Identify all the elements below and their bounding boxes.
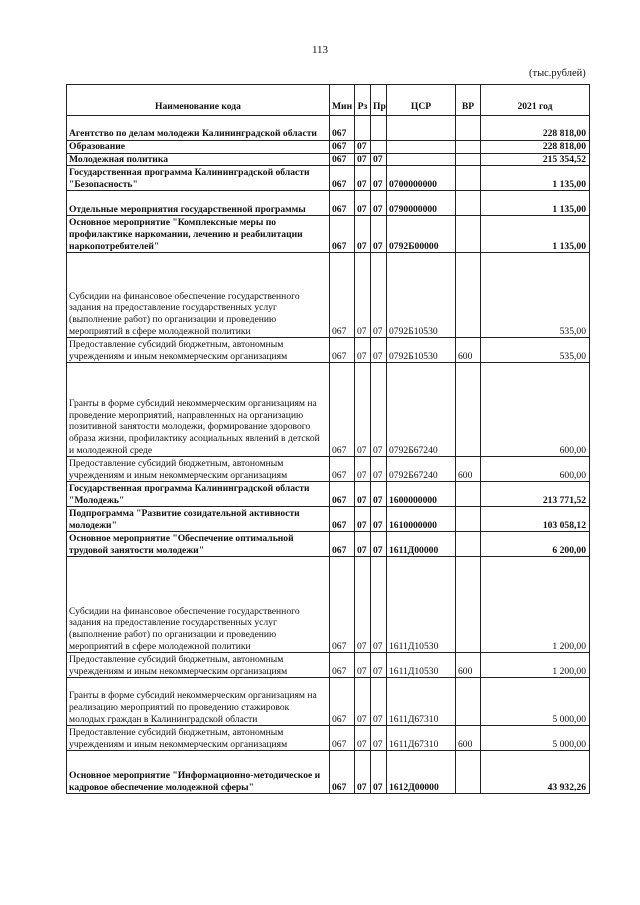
cell-vr [456,216,481,253]
cell-min: 067 [330,482,355,507]
cell-min: 067 [330,532,355,557]
cell-vr [456,507,481,532]
cell-sum: 103 058,12 [481,507,590,532]
cell-vr: 600 [456,457,481,482]
cell-pr: 07 [371,166,387,191]
cell-vr [456,751,481,794]
cell-vr [456,482,481,507]
cell-csr: 1611Д67310 [387,726,456,751]
cell-sum: 6 200,00 [481,532,590,557]
cell-vr: 600 [456,726,481,751]
cell-name: Предоставление субсидий бюджетным, автономным учреждениям и иным некоммерческим организациям [67,457,330,482]
header-vr: ВР [456,85,481,116]
table-row [67,482,590,507]
cell-sum: 228 818,00 [481,141,590,154]
budget-table [66,84,590,794]
table-row [67,216,590,253]
table-row [67,191,590,216]
cell-min: 067 [330,141,355,154]
cell-vr [456,153,481,166]
cell-rz: 07 [355,751,371,794]
cell-name: Предоставление субсидий бюджетным, автономным учреждениям и иным некоммерческим организациям [67,653,330,678]
cell-sum: 1 135,00 [481,166,590,191]
cell-vr [456,678,481,726]
cell-min: 067 [330,457,355,482]
table-header-row [67,85,590,116]
cell-pr [371,116,387,141]
cell-rz: 07 [355,141,371,154]
cell-csr: 1611Д00000 [387,532,456,557]
cell-rz: 07 [355,338,371,363]
cell-name: Основное мероприятие "Информационно-методическое и кадровое обеспечение молодежной сферы" [67,751,330,794]
cell-csr: 1611Д10530 [387,653,456,678]
cell-csr [387,116,456,141]
cell-name: Предоставление субсидий бюджетным, автономным учреждениям и иным некоммерческим организациям [67,338,330,363]
cell-vr [456,141,481,154]
cell-name: Субсидии на финансовое обеспечение государственного задания на предоставление государственных услуг (выполнение работ) по организации и проведению мероприятий в сфере молодежной политики [67,557,330,653]
cell-rz: 07 [355,726,371,751]
cell-csr: 1612Д00000 [387,751,456,794]
cell-rz: 07 [355,166,371,191]
cell-min: 067 [330,751,355,794]
header-min: Мин [330,85,355,116]
cell-rz: 07 [355,253,371,338]
cell-min: 067 [330,216,355,253]
cell-csr [387,141,456,154]
cell-vr [456,166,481,191]
cell-sum: 215 354,52 [481,153,590,166]
cell-sum: 213 771,52 [481,482,590,507]
cell-pr: 07 [371,457,387,482]
cell-pr: 07 [371,338,387,363]
cell-min: 067 [330,678,355,726]
cell-pr: 07 [371,191,387,216]
cell-sum: 1 135,00 [481,191,590,216]
cell-sum: 1 200,00 [481,653,590,678]
table-row [67,253,590,338]
cell-vr: 600 [456,338,481,363]
header-name: Наименование кода [67,85,330,116]
cell-name: Гранты в форме субсидий некоммерческим организациям на проведение мероприятий, направленных на организацию позитивной занятости молодежи, формирование здорового образа жизни, профилактику асоциальных явлений в детской и молодежной среде [67,363,330,457]
cell-sum: 535,00 [481,253,590,338]
cell-name: Основное мероприятие "Комплексные меры по профилактике наркомании, лечению и реабилитации наркопотребителей" [67,216,330,253]
cell-sum: 5 000,00 [481,726,590,751]
table-row [67,532,590,557]
cell-csr: 1600000000 [387,482,456,507]
cell-rz: 07 [355,457,371,482]
cell-sum: 1 135,00 [481,216,590,253]
table-body [67,116,590,794]
cell-name: Государственная программа Калининградской области "Безопасность" [67,166,330,191]
cell-csr: 0792Б10530 [387,253,456,338]
cell-name: Государственная программа Калининградской области "Молодежь" [67,482,330,507]
table-row [67,678,590,726]
table-row [67,507,590,532]
cell-name: Подпрограмма "Развитие созидательной активности молодежи" [67,507,330,532]
cell-sum: 5 000,00 [481,678,590,726]
header-year: 2021 год [481,85,590,116]
cell-csr: 0792Б10530 [387,338,456,363]
page-number: 113 [311,44,329,56]
cell-csr: 1611Д67310 [387,678,456,726]
cell-rz: 07 [355,532,371,557]
table-row [67,153,590,166]
cell-pr: 07 [371,153,387,166]
cell-rz: 07 [355,507,371,532]
cell-pr: 07 [371,482,387,507]
cell-name: Субсидии на финансовое обеспечение государственного задания на предоставление государственных услуг (выполнение работ) по организации и проведению мероприятий в сфере молодежной политики [67,253,330,338]
table-row [67,116,590,141]
table-row [67,141,590,154]
cell-vr [456,191,481,216]
table-row [67,363,590,457]
cell-pr: 07 [371,726,387,751]
cell-sum: 43 932,26 [481,751,590,794]
header-rz: Рз [355,85,371,116]
cell-vr [456,557,481,653]
cell-vr [456,363,481,457]
cell-name: Гранты в форме субсидий некоммерческим организациям на реализацию мероприятий по проведению стажировок молодых граждан в Калининградской области [67,678,330,726]
header-csr: ЦСР [387,85,456,116]
cell-rz [355,116,371,141]
cell-sum: 228 818,00 [481,116,590,141]
cell-rz: 07 [355,653,371,678]
table-row [67,338,590,363]
cell-min: 067 [330,363,355,457]
cell-rz: 07 [355,678,371,726]
cell-min: 067 [330,153,355,166]
table-row [67,751,590,794]
table-row [67,166,590,191]
cell-name: Предоставление субсидий бюджетным, автономным учреждениям и иным некоммерческим организациям [67,726,330,751]
cell-name: Основное мероприятие "Обеспечение оптимальной трудовой занятости молодежи" [67,532,330,557]
cell-vr [456,532,481,557]
cell-sum: 600,00 [481,457,590,482]
cell-min: 067 [330,726,355,751]
header-pr: Пр [371,85,387,116]
cell-csr: 0700000000 [387,166,456,191]
cell-min: 067 [330,653,355,678]
cell-csr: 0792Б67240 [387,457,456,482]
cell-rz: 07 [355,153,371,166]
cell-pr: 07 [371,216,387,253]
units-label: (тыс.рублей) [529,68,586,79]
cell-min: 067 [330,507,355,532]
cell-pr: 07 [371,557,387,653]
cell-vr: 600 [456,653,481,678]
cell-pr: 07 [371,532,387,557]
cell-csr: 0790000000 [387,191,456,216]
cell-rz: 07 [355,482,371,507]
cell-min: 067 [330,338,355,363]
cell-name: Агентство по делам молодежи Калининградской области [67,116,330,141]
cell-rz: 07 [355,557,371,653]
cell-min: 067 [330,557,355,653]
cell-min: 067 [330,191,355,216]
cell-pr [371,141,387,154]
cell-pr: 07 [371,253,387,338]
cell-sum: 535,00 [481,338,590,363]
cell-name: Отдельные мероприятия государственной программы [67,191,330,216]
cell-pr: 07 [371,653,387,678]
cell-csr: 0792Б67240 [387,363,456,457]
cell-pr: 07 [371,678,387,726]
cell-pr: 07 [371,751,387,794]
cell-sum: 1 200,00 [481,557,590,653]
table-row [67,653,590,678]
cell-rz: 07 [355,363,371,457]
cell-vr [456,116,481,141]
table-row [67,726,590,751]
cell-sum: 600,00 [481,363,590,457]
cell-pr: 07 [371,363,387,457]
cell-name: Молодежная политика [67,153,330,166]
table-row [67,557,590,653]
cell-csr [387,153,456,166]
cell-min: 067 [330,253,355,338]
cell-name: Образование [67,141,330,154]
cell-csr: 1611Д10530 [387,557,456,653]
cell-csr: 0792Б00000 [387,216,456,253]
cell-rz: 07 [355,216,371,253]
cell-vr [456,253,481,338]
table-row [67,457,590,482]
cell-csr: 1610000000 [387,507,456,532]
cell-rz: 07 [355,191,371,216]
cell-pr: 07 [371,507,387,532]
cell-min: 067 [330,116,355,141]
cell-min: 067 [330,166,355,191]
